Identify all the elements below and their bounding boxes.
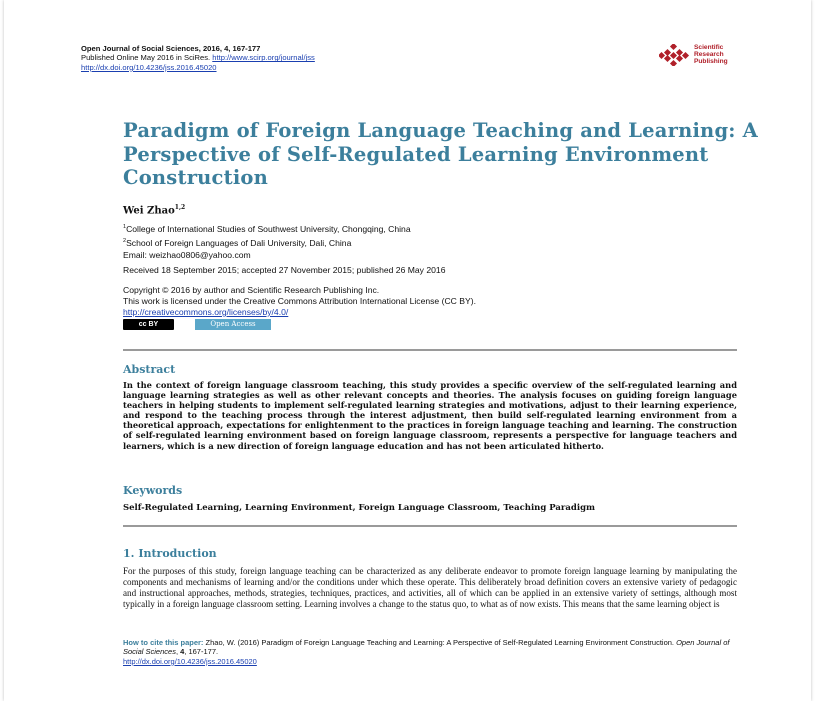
citation-journal: Open Journal of Social Sciences <box>123 638 730 657</box>
abstract-text: In the context of foreign language classroom teaching, this study provides a specific overview of the self-regulated learning and language learning strategies as well as other relevant concepts and theories. The analysis focuses on guiding foreign language teachers in helping students to implement self-regulated learning strategies and motivations, adjust to their learning experience, and respond to the teaching process through the interest adjustment, then build self-regulated learning environment from a theoretical approach, expectations for enlightenment to the practices in foreign language teaching and learning. The construction of self-regulated learning environment based on foreign language classroom, represents a perspective for language teachers and learners, which is a new direction of foreign language education and has not been articulated hitherto. <box>123 380 737 451</box>
citation-doi-link[interactable]: http://dx.doi.org/10.4236/jss.2016.45020 <box>123 656 257 666</box>
logo-word: Research <box>694 50 724 58</box>
affiliations <box>123 221 411 261</box>
affiliation-item <box>123 221 411 235</box>
publisher-logo <box>659 44 749 66</box>
affiliation-mark: 2 <box>123 237 127 244</box>
paper-title: Paradigm of Foreign Language Teaching and Learning: A Perspective of Self-Regulated Learning Environment Construction <box>123 119 758 189</box>
keywords-heading: Keywords <box>123 484 183 497</box>
how-to-cite-label: How to cite this paper: <box>123 638 204 647</box>
open-access-badge[interactable]: Open Access <box>195 319 271 330</box>
publisher-logo-icon <box>659 44 691 66</box>
affiliation-text: School of Foreign Languages of Dali University, Dali, China <box>126 237 352 248</box>
affiliation-item <box>123 235 411 249</box>
paper-page <box>4 0 811 701</box>
how-to-cite: How to cite this paper: Zhao, W. (2016) Paradigm of Foreign Language Teaching and Learning: A Perspective of Self-Regulated Learning Environment Construction. Open Journal of Social Sciences, 4, 167-177. http://dx.doi.org/10.4236/jss.2016.45020 <box>123 638 730 666</box>
author-affiliation-marks: 1,2 <box>174 204 186 211</box>
license-link[interactable]: http://creativecommons.org/licenses/by/4.0/ <box>123 307 289 317</box>
author-name-text: Wei Zhao <box>123 205 175 217</box>
abstract-heading: Abstract <box>123 363 176 376</box>
license-line: This work is licensed under the Creative Commons Attribution International License (CC BY). <box>123 296 476 306</box>
logo-word: Publishing <box>694 57 728 65</box>
logo-word: Scientific <box>694 44 724 51</box>
divider <box>123 349 737 351</box>
affiliation-mark: 1 <box>123 224 127 230</box>
copyright-line: Copyright © 2016 by author and Scientific Research Publishing Inc. <box>123 285 380 295</box>
keywords-text: Self-Regulated Learning, Learning Environment, Foreign Language Classroom, Teaching Paradigm <box>123 503 596 513</box>
journal-header <box>81 44 315 72</box>
citation-volume: 4 <box>180 647 185 657</box>
journal-url-link[interactable]: http://www.scirp.org/journal/jss <box>212 53 315 63</box>
author-email[interactable]: Email: weizhao0806@yahoo.com <box>123 249 251 260</box>
introduction-heading: 1. Introduction <box>123 547 217 560</box>
published-online-text: Published Online May 2016 in SciRes. <box>81 53 213 63</box>
introduction-text: For the purposes of this study, foreign language teaching can be characterized as any deliberate endeavor to promote foreign language learning by manipulating the components and mechanisms of learning and/or the conditions under which these operate. This deliberately broad definition covers an extensive variety of pedagogic and instructional approaches, methods, strategies, techniques, practices, and activities, all of which can be applied in an extensive variety of settings, although most typically in a foreign language classroom setting. Learning involves a change to the status quo, to what as of now exists. This means that the same learning object is <box>123 566 737 609</box>
copyright-block <box>123 285 476 318</box>
affiliation-text: College of International Studies of Southwest University, Chongqing, China <box>126 223 411 234</box>
citation-text: Zhao, W. (2016) Paradigm of Foreign Language Teaching and Learning: A Perspective of Self-Regulated Learning Environment Construction. <box>203 638 677 647</box>
journal-citation: Open Journal of Social Sciences, 2016, 4, 167-177 <box>81 44 261 53</box>
publisher-logo-text <box>694 45 728 65</box>
publication-dates: Received 18 September 2015; accepted 27 November 2015; published 26 May 2016 <box>123 265 446 275</box>
divider <box>123 525 737 527</box>
citation-pages: , 167-177. <box>184 647 219 657</box>
author-name <box>123 204 185 216</box>
doi-link[interactable]: http://dx.doi.org/10.4236/jss.2016.45020 <box>81 62 217 72</box>
cc-by-badge[interactable]: cc BY <box>123 319 174 330</box>
